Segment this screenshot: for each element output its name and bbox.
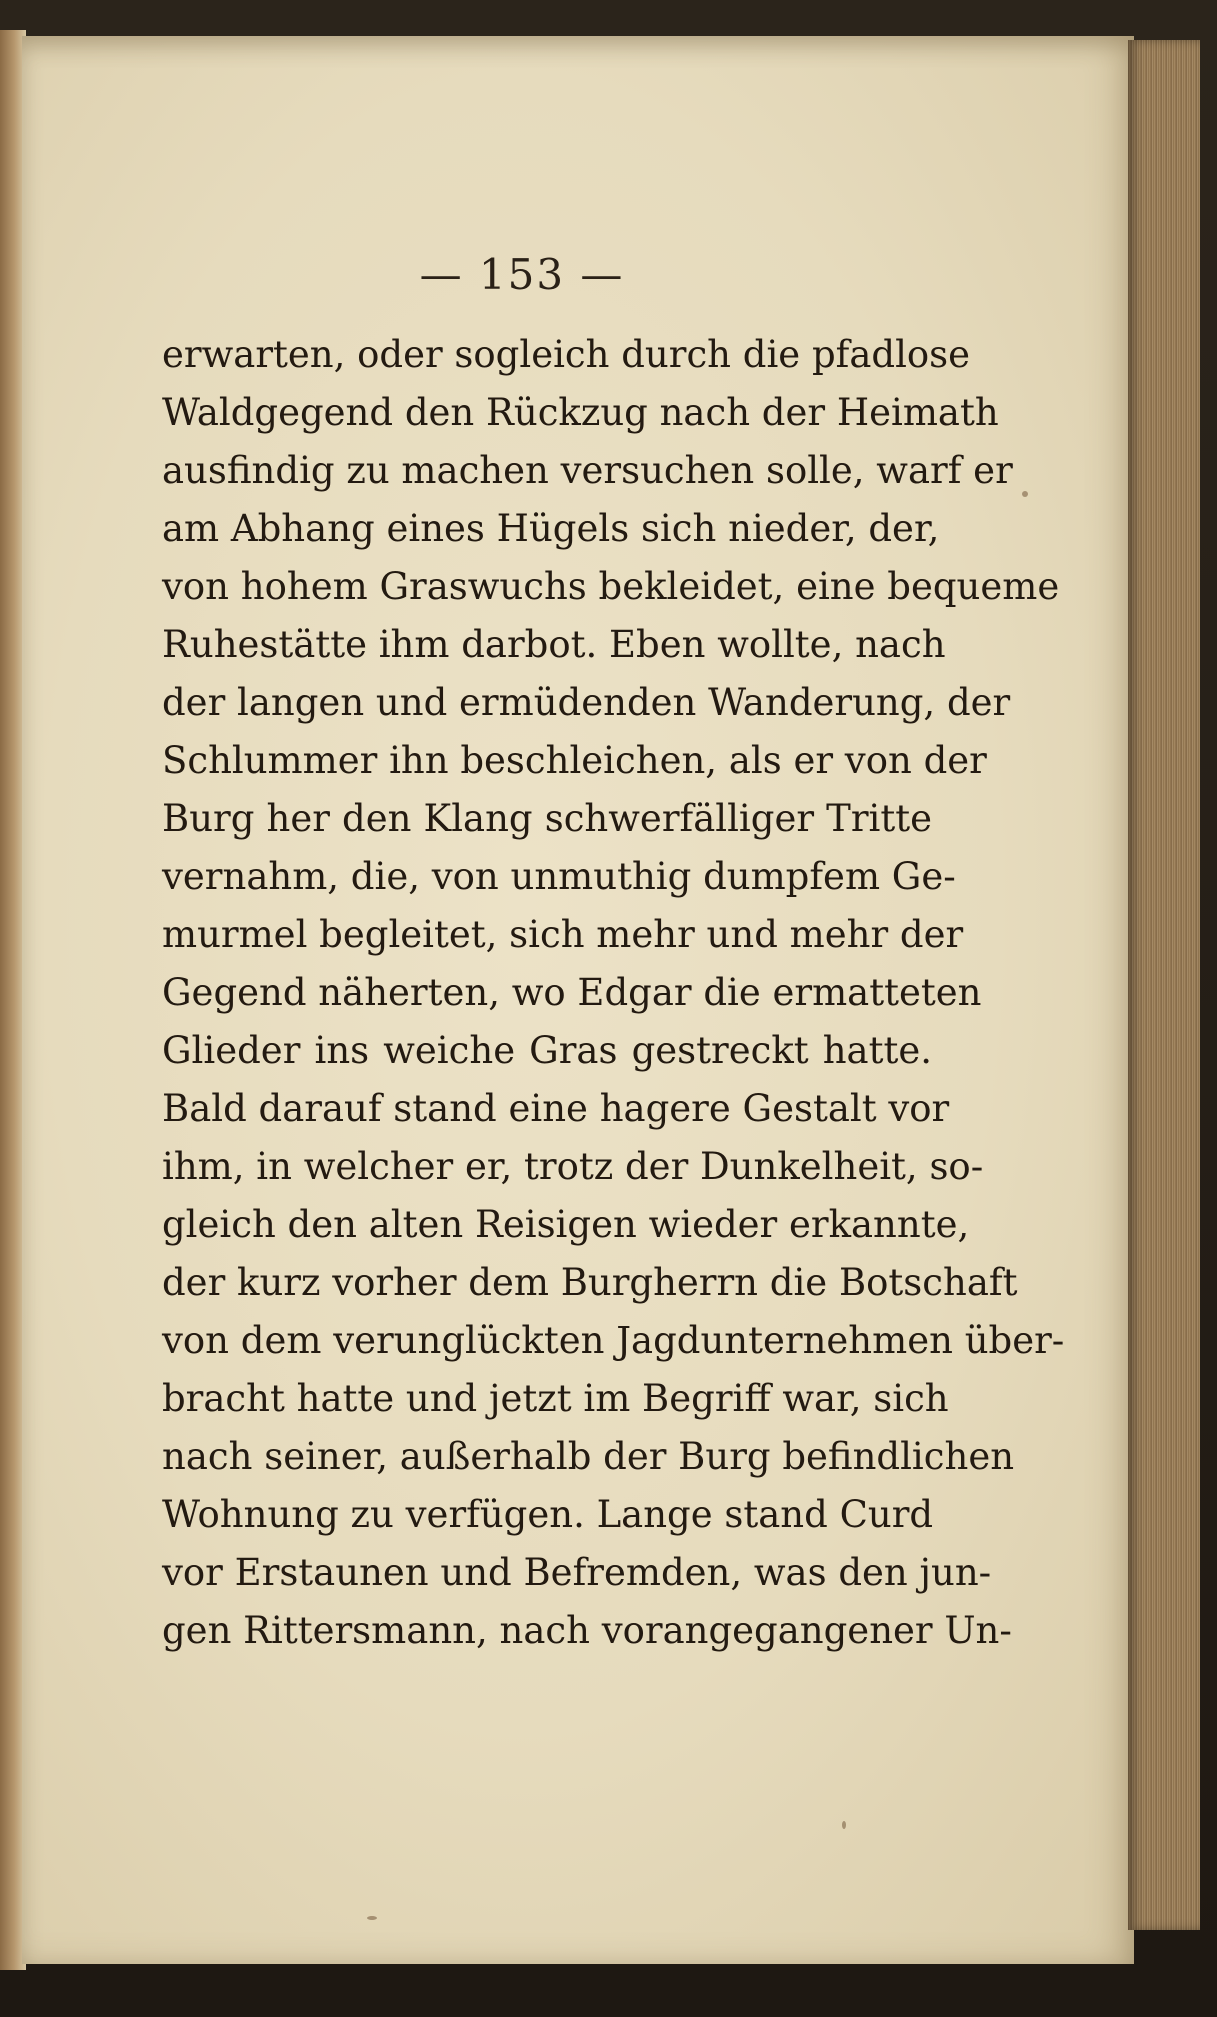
text-line: am Abhang eines Hügels sich nieder, der, (162, 507, 940, 550)
text-line: Glieder ins weiche Gras gestreckt hatte. (162, 1029, 932, 1072)
text-line: Ruhestätte ihm darbot. Eben wollte, nach (162, 623, 946, 666)
text-line: nach seiner, außerhalb der Burg befindlichen (162, 1435, 1015, 1478)
text-line: vernahm, die, von unmuthig dumpfem Ge- (162, 855, 956, 898)
text-line: bracht hatte und jetzt im Begriff war, sich (162, 1377, 949, 1420)
text-line: von hohem Graswuchs bekleidet, eine bequeme (162, 565, 1060, 608)
text-line: murmel begleitet, sich mehr und mehr der (162, 913, 964, 956)
text-line: Bald darauf stand eine hagere Gestalt vor (162, 1087, 950, 1130)
text-line: von dem verunglückten Jagdunternehmen über- (162, 1319, 1065, 1362)
book-page (22, 36, 1134, 1964)
page-number-header: — 153 — (419, 250, 625, 299)
text-line: gleich den alten Reisigen wieder erkannte, (162, 1203, 970, 1246)
text-line: Wohnung zu verfügen. Lange stand Curd (162, 1493, 934, 1536)
paper-speck (842, 1821, 846, 1829)
page-block-edge (1128, 40, 1200, 1930)
paper-speck (1022, 491, 1028, 497)
text-line: der langen und ermüdenden Wanderung, der (162, 681, 1011, 724)
text-line: Waldgegend den Rückzug nach der Heimath (162, 391, 999, 434)
text-line: ihm, in welcher er, trotz der Dunkelheit, so- (162, 1145, 984, 1188)
text-line: vor Erstaunen und Befremden, was den jun- (162, 1551, 992, 1594)
text-line: ausfindig zu machen versuchen solle, warf er (162, 449, 1013, 492)
text-line: erwarten, oder sogleich durch die pfadlose (162, 333, 971, 376)
text-line: Schlummer ihn beschleichen, als er von der (162, 739, 987, 782)
paper-speck (367, 1916, 377, 1920)
text-line: Gegend näherten, wo Edgar die ermatteten (162, 971, 982, 1014)
body-text (162, 326, 1065, 1660)
text-line: gen Rittersmann, nach vorangegangener Un- (162, 1609, 1012, 1652)
text-line: der kurz vorher dem Burgherrn die Botschaft (162, 1261, 1018, 1304)
text-line: Burg her den Klang schwerfälliger Tritte (162, 797, 932, 840)
